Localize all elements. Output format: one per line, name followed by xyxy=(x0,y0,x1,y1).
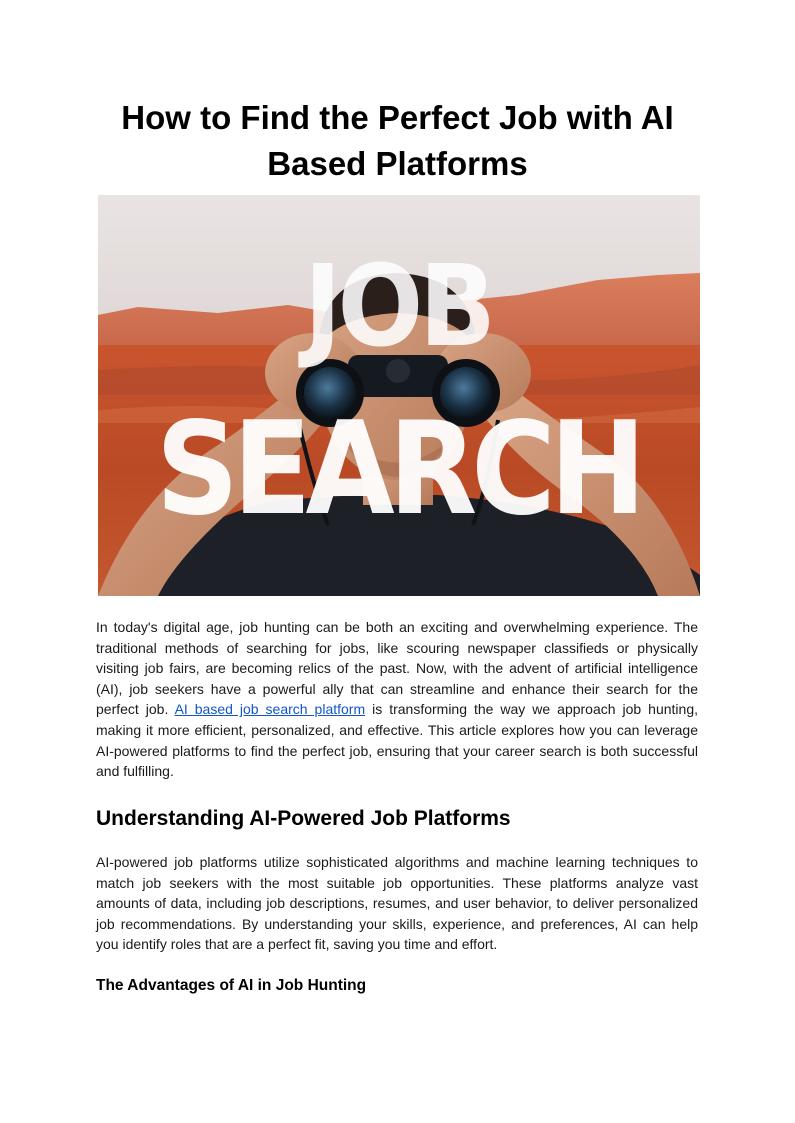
intro-text-end: is transforming the way we approach job hunting, making it more efficient, personalized, and effective. This article explores how you can leverage AI-powered platforms to find the perfect job, ensuring that your career search is both successful and fulfilling. xyxy=(96,701,698,780)
section-heading: Understanding AI-Powered Job Platforms xyxy=(96,807,511,830)
binoculars-photo-icon xyxy=(98,195,700,596)
section-paragraph: AI-powered job platforms utilize sophisticated algorithms and machine learning techniques to match job seekers with the most suitable job opportunities. These platforms analyze vast amounts of data, including job descriptions, resumes, and user behavior, to deliver personalized job recommendations. By understanding your skills, experience, and preferences, AI can help you identify roles that are a perfect fit, saving you time and effort. xyxy=(96,854,698,953)
page-title: How to Find the Perfect Job with AI Based Platforms xyxy=(121,99,674,182)
hero-overlay-line-1: JOB xyxy=(304,242,492,372)
hero-overlay-line-2: SEARCH xyxy=(155,395,641,544)
intro-text-start: In today's digital age, job hunting can be both an exciting and overwhelming experience. The traditional methods of searching for jobs, like scouring newspaper classifieds or physically visiting job fairs, are becoming relics of the past. Now, with the advent of artificial intelligence (AI), job seekers have a powerful ally that can streamline and enhance their search for the perfect job. xyxy=(96,619,698,718)
hero-image xyxy=(98,195,700,596)
subsection-heading: The Advantages of AI in Job Hunting xyxy=(96,977,367,994)
ai-job-platform-link[interactable]: AI based job search platform xyxy=(174,701,366,718)
intro-paragraph xyxy=(96,617,698,782)
